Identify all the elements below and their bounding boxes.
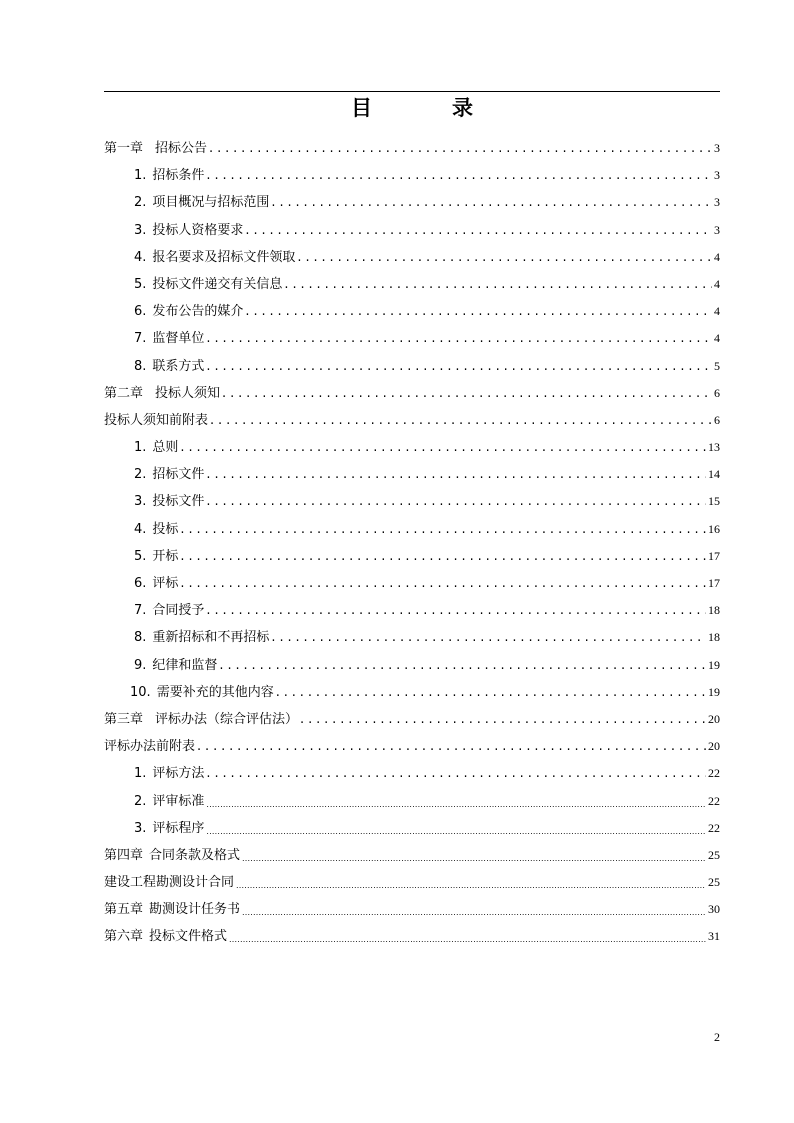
toc-item-number: 6.: [134, 304, 147, 320]
toc-entry-text: 重新招标和不再招标: [152, 630, 270, 646]
toc-dot-leader: [300, 706, 706, 733]
title-char-2: 录: [452, 95, 473, 120]
toc-entry-text: 监督单位: [152, 331, 205, 347]
toc-item-number: 3.: [134, 820, 147, 836]
toc-page-number: 13: [708, 440, 720, 455]
toc-entry-label: [134, 488, 206, 515]
toc-dot-leader: [210, 407, 712, 434]
toc-entry-text: 报名要求及招标文件领取: [152, 249, 296, 265]
toc-entry-label: [134, 434, 180, 461]
toc-page-number: 22: [708, 820, 720, 835]
toc-page-number: 22: [708, 793, 720, 808]
toc-item-number: 8.: [134, 358, 147, 374]
toc-entry[interactable]: [104, 815, 720, 842]
toc-item-number: 2.: [134, 793, 147, 809]
toc-page-number: 4: [714, 331, 720, 346]
header-rule: [104, 91, 720, 92]
toc-entry-text: 纪律和监督: [152, 657, 218, 673]
toc-page-number: 19: [708, 684, 720, 699]
toc-page-number: 20: [708, 711, 720, 726]
toc-page-number: 16: [708, 521, 720, 536]
toc-page-number: 4: [714, 249, 720, 264]
toc-dot-leader: [206, 162, 712, 189]
toc-page-number: 25: [708, 875, 720, 890]
toc-entry[interactable]: [104, 896, 720, 923]
toc-entry[interactable]: [104, 788, 720, 815]
toc-entry-label: [130, 679, 276, 706]
toc-entry-text: 发布公告的媒介: [152, 304, 244, 320]
toc-entry-label: [134, 815, 206, 842]
toc-item-number: 10.: [130, 684, 151, 700]
toc-entry-label: [134, 760, 206, 787]
toc-entry-label: [134, 788, 206, 815]
toc-entry-text: 合同授予: [152, 603, 205, 619]
toc-entry-label: [134, 244, 297, 271]
toc-dot-leader: [206, 788, 706, 815]
toc-entry[interactable]: [104, 869, 720, 896]
toc-entry-label: [134, 543, 180, 570]
toc-page-number: 19: [708, 657, 720, 672]
toc-entry[interactable]: [104, 407, 720, 434]
toc-entry[interactable]: [104, 461, 720, 488]
toc-entry[interactable]: [104, 652, 720, 679]
toc-page-number: 6: [714, 412, 720, 427]
toc-entry-text: 投标文件: [152, 494, 205, 510]
toc-item-number: 7.: [134, 603, 147, 619]
toc-dot-leader: [276, 679, 706, 706]
toc-entry-label: [104, 896, 242, 923]
toc-item-number: 8.: [134, 630, 147, 646]
toc-entry-text: 投标人资格要求: [152, 222, 244, 238]
toc-item-number: 3.: [134, 222, 147, 238]
toc-page-number: 4: [714, 276, 720, 291]
toc-entry-text: 投标文件格式: [149, 929, 228, 945]
toc-entry-text: 需要补充的其他内容: [156, 684, 274, 700]
toc-entry[interactable]: [104, 488, 720, 515]
toc-dot-leader: [219, 652, 706, 679]
page-title: [104, 94, 720, 122]
toc-page-number: 18: [708, 603, 720, 618]
toc-dot-leader: [206, 325, 712, 352]
toc-page-number: 22: [708, 766, 720, 781]
toc-entry[interactable]: [104, 271, 720, 298]
toc-entry[interactable]: [104, 162, 720, 189]
toc-entry-text: 建设工程勘测设计合同: [104, 875, 235, 891]
table-of-contents: [104, 135, 720, 951]
toc-entry-text: 投标: [152, 521, 179, 537]
toc-entry[interactable]: [104, 842, 720, 869]
toc-entry-label: [134, 353, 206, 380]
toc-page-number: 14: [708, 467, 720, 482]
toc-chapter-number: 第三章: [104, 711, 144, 727]
toc-page-number: 30: [708, 902, 720, 917]
toc-entry-label: [104, 706, 300, 733]
toc-entry-text: 项目概况与招标范围: [152, 195, 270, 211]
toc-item-number: 2.: [134, 195, 147, 211]
toc-entry-text: 招标公告: [155, 141, 208, 156]
toc-item-number: 9.: [134, 657, 147, 673]
toc-dot-leader: [222, 380, 712, 407]
toc-entry-text: 投标文件递交有关信息: [152, 276, 283, 292]
toc-dot-leader: [271, 189, 712, 216]
toc-entry[interactable]: [104, 189, 720, 216]
toc-dot-leader: [180, 543, 706, 570]
toc-item-number: 1.: [134, 168, 147, 184]
toc-entry[interactable]: [104, 624, 720, 651]
toc-page-number: 3: [714, 141, 720, 155]
toc-chapter-number: 第二章: [104, 385, 144, 401]
toc-entry[interactable]: [104, 516, 720, 543]
toc-entry-text: 评标办法前附表: [104, 739, 196, 755]
toc-entry-text: 评标程序: [152, 820, 205, 836]
toc-dot-leader: [242, 842, 706, 869]
toc-entry-label: [104, 135, 209, 162]
toc-item-number: 1.: [134, 440, 147, 456]
toc-item-number: 1.: [134, 766, 147, 782]
toc-entry[interactable]: [104, 325, 720, 352]
toc-entry[interactable]: [104, 706, 720, 733]
toc-dot-leader: [229, 923, 706, 950]
toc-dot-leader: [284, 271, 712, 298]
toc-item-number: 4.: [134, 521, 147, 537]
toc-entry-label: [104, 407, 210, 434]
toc-entry-text: 评标办法（综合评估法）: [155, 711, 299, 727]
toc-entry-label: [134, 461, 206, 488]
toc-page-number: 6: [714, 385, 720, 400]
toc-entry-label: [104, 842, 242, 869]
toc-item-number: 7.: [134, 331, 147, 347]
toc-item-number: 3.: [134, 494, 147, 510]
page-number: 2: [714, 1030, 720, 1044]
toc-dot-leader: [206, 353, 712, 380]
toc-dot-leader: [206, 815, 706, 842]
toc-entry-text: 联系方式: [152, 358, 205, 374]
toc-dot-leader: [206, 461, 706, 488]
toc-dot-leader: [271, 624, 706, 651]
toc-dot-leader: [180, 570, 706, 597]
toc-page-number: 20: [708, 739, 720, 754]
toc-entry-label: [134, 271, 284, 298]
toc-entry[interactable]: [104, 570, 720, 597]
toc-entry[interactable]: [104, 543, 720, 570]
toc-dot-leader: [245, 217, 712, 244]
toc-page-number: 17: [708, 548, 720, 563]
title-char-1: 目: [351, 95, 372, 120]
toc-item-number: 6.: [134, 576, 147, 591]
toc-page-number: 17: [708, 576, 720, 590]
toc-item-number: 5.: [134, 548, 147, 564]
toc-page-number: 25: [708, 847, 720, 862]
toc-dot-leader: [236, 869, 706, 896]
toc-entry[interactable]: [104, 353, 720, 380]
toc-dot-leader: [242, 896, 706, 923]
toc-entry-label: [134, 189, 271, 216]
toc-entry-label: [134, 624, 271, 651]
toc-entry[interactable]: [104, 380, 720, 407]
toc-page-number: 15: [708, 494, 720, 509]
toc-entry-text: 开标: [152, 548, 179, 564]
toc-entry-text: 投标人须知前附表: [104, 412, 209, 428]
toc-entry[interactable]: [104, 679, 720, 706]
toc-entry-text: 评标方法: [152, 766, 205, 782]
toc-chapter-number: 第五章: [104, 902, 144, 918]
toc-dot-leader: [206, 597, 706, 624]
toc-dot-leader: [180, 434, 706, 461]
toc-chapter-number: 第一章: [104, 141, 144, 156]
toc-page-number: 3: [714, 222, 720, 237]
toc-entry-text: 勘测设计任务书: [149, 902, 241, 918]
toc-entry[interactable]: [104, 244, 720, 271]
toc-chapter-number: 第四章: [104, 847, 144, 863]
toc-entry-text: 评标: [152, 576, 179, 591]
toc-entry-label: [104, 733, 197, 760]
toc-entry-label: [134, 325, 206, 352]
toc-page-number: 31: [708, 929, 720, 944]
toc-entry-label: [104, 869, 236, 896]
toc-entry-label: [134, 298, 245, 325]
toc-entry-label: [134, 570, 180, 597]
toc-entry[interactable]: [104, 217, 720, 244]
toc-entry-text: 评审标准: [152, 793, 205, 809]
toc-dot-leader: [209, 135, 712, 162]
toc-page-number: 5: [714, 358, 720, 373]
toc-dot-leader: [206, 488, 706, 515]
toc-entry-text: 招标文件: [152, 467, 205, 483]
toc-page-number: 18: [708, 630, 720, 645]
toc-dot-leader: [297, 244, 712, 271]
toc-entry[interactable]: [104, 298, 720, 325]
toc-entry[interactable]: [104, 760, 720, 787]
toc-entry[interactable]: [104, 597, 720, 624]
toc-item-number: 2.: [134, 467, 147, 483]
toc-dot-leader: [206, 760, 706, 787]
toc-item-number: 5.: [134, 276, 147, 292]
toc-dot-leader: [245, 298, 712, 325]
toc-dot-leader: [180, 516, 706, 543]
toc-entry-label: [104, 380, 222, 407]
toc-entry-text: 总则: [152, 440, 179, 456]
toc-entry-text: 合同条款及格式: [149, 847, 241, 863]
toc-entry-text: 招标条件: [152, 168, 205, 184]
toc-entry-label: [134, 516, 180, 543]
toc-entry-text: 投标人须知: [155, 385, 221, 401]
toc-entry[interactable]: [104, 434, 720, 461]
toc-entry-label: [134, 162, 206, 189]
toc-entry-label: [134, 652, 219, 679]
toc-entry[interactable]: [104, 733, 720, 760]
toc-entry-label: [104, 923, 229, 950]
toc-page-number: 4: [714, 304, 720, 319]
toc-dot-leader: [197, 733, 706, 760]
toc-item-number: 4.: [134, 249, 147, 265]
toc-chapter-number: 第六章: [104, 929, 144, 945]
toc-entry-label: [134, 217, 245, 244]
toc-entry[interactable]: [104, 135, 720, 162]
toc-entry[interactable]: [104, 923, 720, 950]
toc-entry-label: [134, 597, 206, 624]
toc-page-number: 3: [714, 195, 720, 210]
toc-page-number: 3: [714, 168, 720, 183]
